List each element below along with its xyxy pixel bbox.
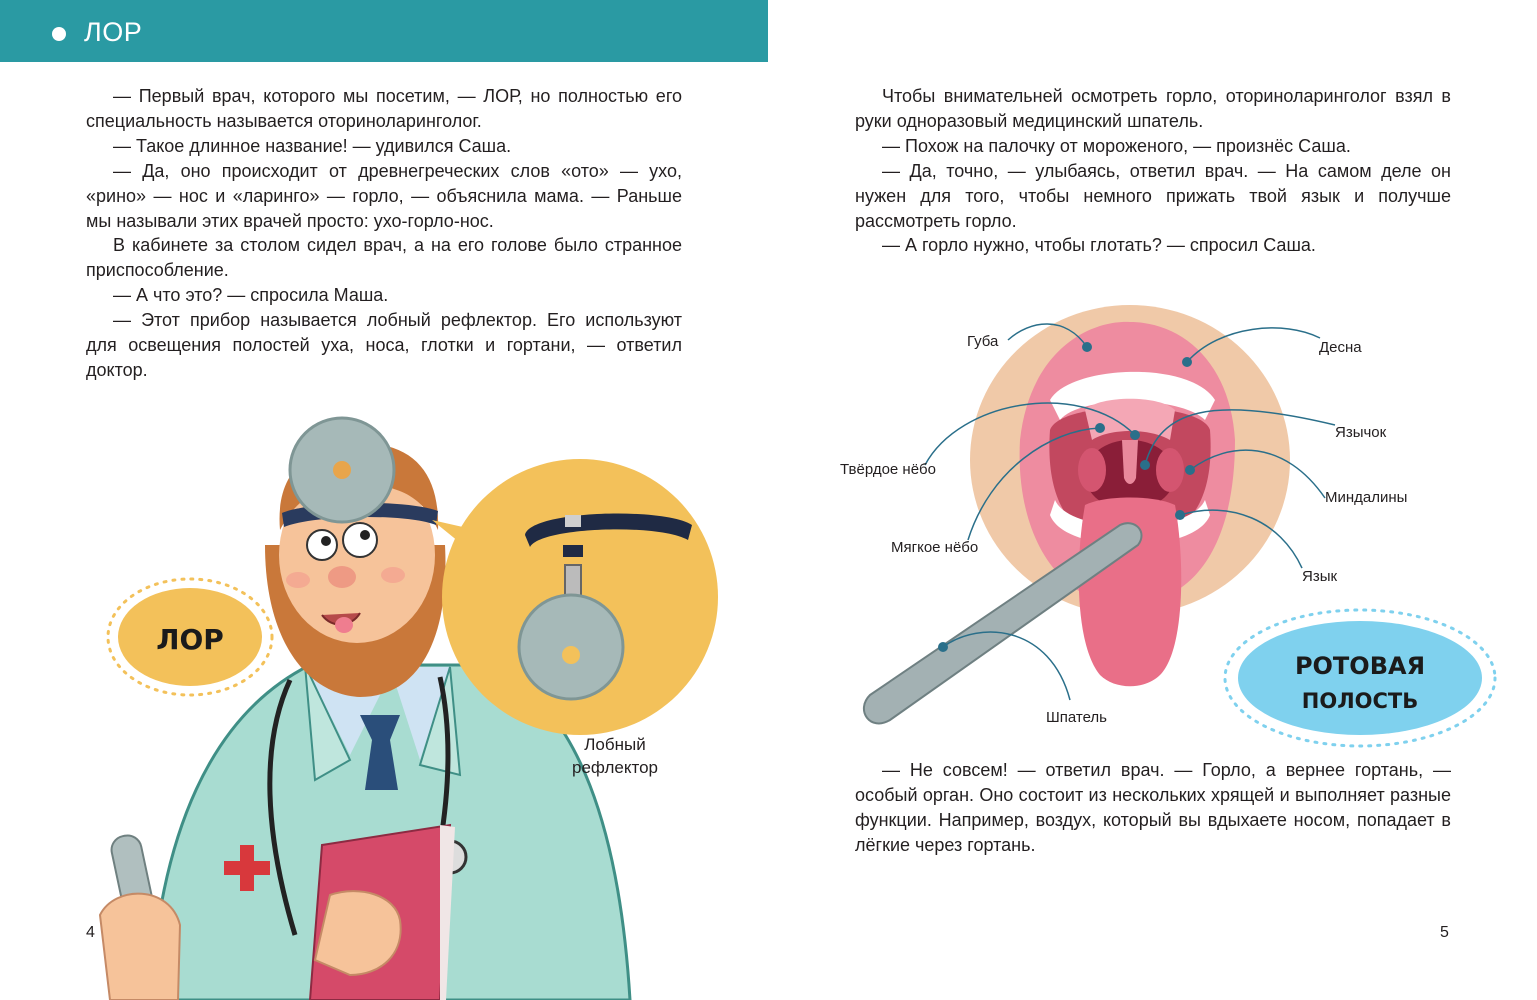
section-header: [0, 0, 768, 62]
paragraph: — А горло нужно, чтобы глотать? — спросил Саша.: [882, 235, 1316, 256]
mouth-cavity-badge: [1225, 610, 1495, 746]
page-number: 4: [86, 924, 95, 941]
label-lip: Губа: [967, 333, 999, 350]
mouth-diagram: [830, 300, 1530, 760]
label-hard-palate: Твёрдое нёбо: [840, 461, 936, 478]
lor-badge: [108, 579, 272, 695]
label-tongue: Язык: [1302, 568, 1338, 585]
right-page-text-bottom: [855, 758, 1451, 858]
page-number: 5: [1440, 924, 1449, 941]
section-title: ЛОР: [84, 17, 143, 47]
left-page-text: [86, 84, 682, 383]
label-spatula: Шпатель: [1046, 709, 1107, 726]
right-page-text-top: [855, 84, 1451, 258]
paragraph: — Похож на палочку от мороженого, — произнёс Саша.: [882, 135, 1351, 156]
paragraph: — Не совсем! — ответил врач. — Горло, а вернее гортань, — особый орган. Оно состоит из нескольких хрящей и выполняет разные функции. Например, воздух, который вы вдыхаете носом, попадает в лёгкие через гортань.: [855, 760, 1451, 855]
label-soft-palate: Мягкое нёбо: [891, 539, 979, 556]
paragraph: — Такое длинное название! — удивился Саша.: [113, 135, 512, 156]
label-tonsils: Миндалины: [1325, 489, 1408, 506]
mouth-cavity-badge-line1: РОТОВАЯ: [1294, 652, 1426, 680]
reflector-caption: рефлектор: [571, 758, 659, 777]
paragraph: — Первый врач, которого мы посетим, — ЛОР, но полностью его специальность называется оториноларинголог.: [86, 86, 682, 131]
doctor-illustration: [60, 415, 740, 1000]
paragraph: — Этот прибор называется лобный рефлектор. Его используют для освещения полостей уха, носа, глотки и гортани, — ответил доктор.: [86, 310, 682, 380]
paragraph: — А что это? — спросила Маша.: [113, 285, 389, 306]
lor-badge-label: ЛОР: [156, 623, 224, 656]
paragraph: Чтобы внимательней осмотреть горло, оториноларинголог взял в руки одноразовый медицинский шпатель.: [855, 86, 1451, 131]
label-uvula: Язычок: [1335, 424, 1387, 441]
label-gum: Десна: [1319, 339, 1362, 356]
reflector-caption: Лобный: [584, 735, 646, 754]
mouth-cavity-badge-line2: ПОЛОСТЬ: [1301, 689, 1419, 713]
bullet-dot-icon: [52, 27, 66, 41]
paragraph: — Да, оно происходит от древнегреческих слов «ото» — ухо, «рино» — нос и «ларинго» — горло, — объяснила мама. — Раньше мы называли этих врачей просто: ухо-горло-нос.: [86, 160, 682, 231]
paragraph: В кабинете за столом сидел врач, а на его голове было странное приспособление.: [86, 235, 682, 281]
paragraph: — Да, точно, — улыбаясь, ответил врач. — На самом деле он нужен для того, чтобы немного прижать твой язык и получше рассмотреть горло.: [855, 160, 1451, 231]
